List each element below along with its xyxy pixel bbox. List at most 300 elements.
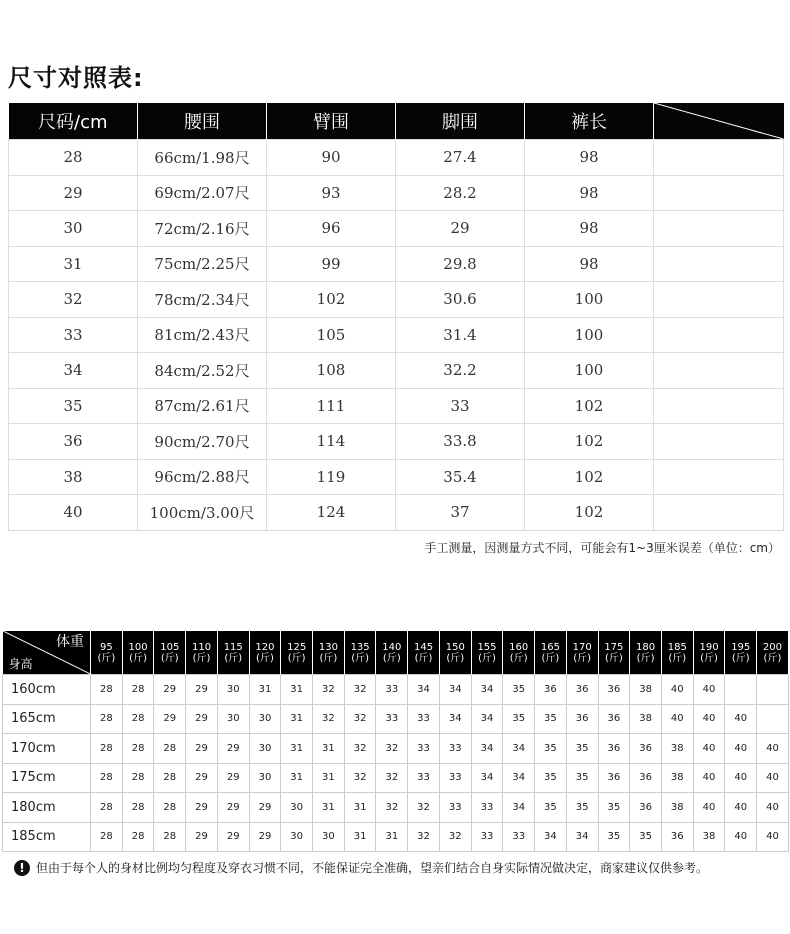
height-label: 165cm: [3, 704, 91, 734]
weight-unit: (斤): [129, 652, 147, 664]
recommended-size-cell: 31: [249, 675, 281, 705]
weight-table-header: [3, 631, 789, 675]
size-cell: 96cm/2.88尺: [138, 459, 267, 495]
height-row: [3, 675, 789, 705]
recommended-size-cell: 29: [186, 734, 218, 764]
recommended-size-cell: 40: [693, 675, 725, 705]
recommended-size-cell: 34: [503, 763, 535, 793]
recommended-size-cell: 32: [344, 763, 376, 793]
size-cell: 90: [267, 140, 396, 176]
weight-value: 100: [128, 641, 148, 653]
recommended-size-cell: 33: [376, 675, 408, 705]
weight-unit: (斤): [160, 652, 179, 664]
weight-header-cell: [757, 631, 789, 675]
recommended-size-cell: 40: [725, 793, 757, 823]
size-cell: 30.6: [396, 282, 525, 318]
recommended-size-cell: 28: [154, 763, 186, 793]
size-cell-blank: [654, 211, 784, 247]
recommended-size-cell: 28: [122, 763, 154, 793]
size-cell: 29: [9, 175, 138, 211]
recommended-size-cell: 36: [598, 734, 630, 764]
weight-unit: (斤): [192, 652, 211, 664]
height-row: [3, 763, 789, 793]
weight-header-cell: [693, 631, 725, 675]
size-cell: 98: [525, 211, 654, 247]
size-cell: 28: [9, 140, 138, 176]
size-row: [9, 353, 784, 389]
recommended-size-cell: 29: [186, 793, 218, 823]
recommended-size-cell: 30: [281, 822, 313, 852]
recommended-size-cell: 40: [757, 734, 789, 764]
corner-weight-label: 体重: [56, 634, 84, 650]
recommended-size-cell: 28: [91, 734, 123, 764]
recommended-size-cell: 40: [693, 704, 725, 734]
size-row: [9, 282, 784, 318]
size-cell-blank: [654, 495, 784, 531]
weight-header-cell: [535, 631, 567, 675]
recommended-size-cell: 34: [408, 675, 440, 705]
size-row: [9, 459, 784, 495]
recommended-size-cell: 32: [439, 822, 471, 852]
size-cell: 31.4: [396, 317, 525, 353]
size-cell: 37: [396, 495, 525, 531]
recommended-size-cell: 29: [154, 704, 186, 734]
height-label: 180cm: [3, 793, 91, 823]
recommended-size-cell: 34: [503, 793, 535, 823]
recommended-size-cell: 36: [630, 734, 662, 764]
weight-header-cell: [186, 631, 218, 675]
recommended-size-cell: 34: [471, 675, 503, 705]
recommended-size-cell: 31: [313, 793, 345, 823]
header-length: 裤长: [525, 103, 654, 140]
header-waist: 腰围: [138, 103, 267, 140]
recommended-size-cell: 36: [598, 763, 630, 793]
size-cell: 28.2: [396, 175, 525, 211]
weight-header-cell: [661, 631, 693, 675]
size-cell: 34: [9, 353, 138, 389]
recommended-size-cell: 40: [661, 675, 693, 705]
weight-header-cell: [503, 631, 535, 675]
recommended-size-cell: 32: [376, 763, 408, 793]
corner-height-label: 身高: [8, 657, 33, 671]
recommended-size-cell: 34: [471, 704, 503, 734]
recommended-size-cell: 35: [598, 822, 630, 852]
weight-unit: (斤): [351, 652, 370, 664]
size-cell-blank: [654, 140, 784, 176]
size-cell: 96: [267, 211, 396, 247]
weight-value: 160: [509, 641, 529, 653]
recommended-size-cell: 32: [313, 704, 345, 734]
size-chart-table: [8, 103, 784, 531]
weight-header-cell: [249, 631, 281, 675]
recommended-size-cell: 31: [281, 763, 313, 793]
weight-header-cell: [408, 631, 440, 675]
weight-value: 140: [382, 641, 402, 653]
size-cell: 124: [267, 495, 396, 531]
weight-value: 170: [572, 641, 592, 653]
recommended-size-cell: 29: [217, 793, 249, 823]
weight-value: 130: [318, 641, 338, 653]
size-row: [9, 246, 784, 282]
size-cell: 32.2: [396, 353, 525, 389]
size-cell: 33.8: [396, 424, 525, 460]
recommended-size-cell: 36: [661, 822, 693, 852]
recommended-size-cell: 32: [344, 704, 376, 734]
weight-value: 125: [287, 641, 307, 653]
recommended-size-cell: 33: [439, 793, 471, 823]
size-cell-blank: [654, 282, 784, 318]
disclaimer-text: 但由于每个人的身材比例均匀程度及穿衣习惯不同，不能保证完全准确，望亲们结合自身实际情况做决定，商家建议仅供参考。: [36, 861, 709, 875]
recommended-size-cell: 34: [471, 734, 503, 764]
recommended-size-cell: 36: [535, 675, 567, 705]
size-cell-blank: [654, 246, 784, 282]
recommended-size-cell: 32: [408, 822, 440, 852]
weight-header-cell: [566, 631, 598, 675]
recommended-size-cell: 31: [313, 734, 345, 764]
recommended-size-cell: 28: [91, 675, 123, 705]
page-title: 尺寸对照表:: [8, 64, 144, 92]
size-cell: 75cm/2.25尺: [138, 246, 267, 282]
recommended-size-cell: 33: [471, 793, 503, 823]
recommended-size-cell: 28: [122, 793, 154, 823]
height-label: 170cm: [3, 734, 91, 764]
size-cell: 99: [267, 246, 396, 282]
weight-value: 165: [540, 641, 560, 653]
recommended-size-cell: 29: [186, 675, 218, 705]
recommended-size-cell: 28: [91, 822, 123, 852]
size-cell: 27.4: [396, 140, 525, 176]
recommended-size-cell: 30: [249, 734, 281, 764]
size-row: [9, 388, 784, 424]
height-label: 160cm: [3, 675, 91, 705]
weight-unit: (斤): [573, 652, 592, 664]
size-cell-blank: [654, 317, 784, 353]
weight-unit: (斤): [763, 652, 782, 664]
recommended-size-cell: 38: [630, 704, 662, 734]
size-cell: 98: [525, 246, 654, 282]
size-cell: 90cm/2.70尺: [138, 424, 267, 460]
weight-header-cell: [630, 631, 662, 675]
size-cell: 84cm/2.52尺: [138, 353, 267, 389]
recommended-size-cell: 35: [535, 763, 567, 793]
recommended-size-cell: 28: [91, 793, 123, 823]
recommended-size-cell: 29: [249, 793, 281, 823]
recommended-size-cell: 30: [313, 822, 345, 852]
weight-unit: (斤): [97, 652, 116, 664]
size-row: [9, 175, 784, 211]
recommended-size-cell: 36: [566, 675, 598, 705]
recommended-size-cell: 31: [281, 704, 313, 734]
weight-unit: (斤): [731, 652, 750, 664]
recommended-size-cell: 32: [376, 734, 408, 764]
recommended-size-cell: 40: [693, 734, 725, 764]
recommended-size-cell: 40: [693, 793, 725, 823]
recommended-size-cell: 34: [566, 822, 598, 852]
measurement-note: 手工测量，因测量方式不同，可能会有1~3厘米误差（单位：cm）: [424, 541, 780, 555]
size-row: [9, 140, 784, 176]
recommended-size-cell: 36: [598, 675, 630, 705]
recommended-size-cell: 29: [154, 675, 186, 705]
weight-unit: (斤): [256, 652, 274, 664]
weight-value: 175: [604, 641, 624, 653]
recommended-size-cell: 32: [408, 793, 440, 823]
size-cell-blank: [654, 459, 784, 495]
recommended-size-cell: 38: [693, 822, 725, 852]
size-cell: 102: [525, 388, 654, 424]
weight-header-cell: [122, 631, 154, 675]
weight-value: 110: [191, 641, 212, 653]
size-cell: 98: [525, 175, 654, 211]
size-cell: 102: [525, 424, 654, 460]
recommended-size-cell: 28: [122, 704, 154, 734]
recommended-size-cell: 35: [503, 675, 535, 705]
disclaimer: [14, 859, 708, 876]
weight-unit: (斤): [319, 652, 338, 664]
weight-unit: (斤): [604, 652, 623, 664]
recommended-size-cell: 33: [471, 822, 503, 852]
size-cell-blank: [654, 353, 784, 389]
recommended-size-cell: 28: [91, 763, 123, 793]
recommended-size-cell: 35: [630, 822, 662, 852]
weight-header-cell: [598, 631, 630, 675]
recommended-size-cell: 29: [217, 763, 249, 793]
size-cell: 100: [525, 317, 654, 353]
size-row: [9, 495, 784, 531]
weight-unit: (斤): [446, 652, 465, 664]
recommended-size-cell: 34: [439, 704, 471, 734]
recommended-size-cell: 29: [186, 763, 218, 793]
recommended-size-cell: 38: [661, 793, 693, 823]
recommended-size-cell: 28: [122, 734, 154, 764]
size-cell-blank: [654, 388, 784, 424]
size-cell: 72cm/2.16尺: [138, 211, 267, 247]
weight-height-table: [2, 631, 789, 852]
recommended-size-cell: 33: [408, 763, 440, 793]
recommended-size-cell: 28: [154, 822, 186, 852]
recommended-size-cell: 32: [344, 734, 376, 764]
weight-unit: (斤): [224, 652, 243, 664]
header-leg-opening: 脚围: [396, 103, 525, 140]
exclamation-icon: !: [14, 860, 30, 876]
weight-unit: (斤): [509, 652, 528, 664]
weight-unit: (斤): [287, 652, 306, 664]
weight-value: 95: [99, 641, 113, 653]
weight-header-cell: [439, 631, 471, 675]
recommended-size-cell: 28: [154, 793, 186, 823]
recommended-size-cell: 30: [217, 704, 249, 734]
height-row: [3, 704, 789, 734]
recommended-size-cell: 30: [217, 675, 249, 705]
size-cell: 38: [9, 459, 138, 495]
recommended-size-cell: 40: [725, 822, 757, 852]
size-cell: 102: [525, 459, 654, 495]
recommended-size-cell: 33: [439, 734, 471, 764]
size-cell: 66cm/1.98尺: [138, 140, 267, 176]
size-cell: 98: [525, 140, 654, 176]
recommended-size-cell: 35: [535, 704, 567, 734]
size-cell: 111: [267, 388, 396, 424]
recommended-size-cell: 34: [439, 675, 471, 705]
recommended-size-cell: 29: [186, 704, 218, 734]
recommended-size-cell: 32: [313, 675, 345, 705]
weight-unit: (斤): [541, 652, 560, 664]
size-cell: 35: [9, 388, 138, 424]
size-cell: 40: [9, 495, 138, 531]
recommended-size-cell: 35: [503, 704, 535, 734]
recommended-size-cell: 33: [503, 822, 535, 852]
recommended-size-cell: 36: [598, 704, 630, 734]
weight-value: 120: [255, 641, 275, 653]
size-cell: 36: [9, 424, 138, 460]
recommended-size-cell: 31: [313, 763, 345, 793]
recommended-size-cell: 40: [725, 704, 757, 734]
recommended-size-cell: 40: [757, 822, 789, 852]
recommended-size-cell: 29: [249, 822, 281, 852]
size-cell: 32: [9, 282, 138, 318]
header-blank-diagonal: [654, 103, 784, 140]
size-cell: 81cm/2.43尺: [138, 317, 267, 353]
recommended-size-cell: 40: [757, 793, 789, 823]
size-cell: 30: [9, 211, 138, 247]
size-cell: 33: [9, 317, 138, 353]
recommended-size-cell: 29: [217, 822, 249, 852]
weight-header-cell: [376, 631, 408, 675]
recommended-size-cell: 33: [408, 734, 440, 764]
height-row: [3, 734, 789, 764]
size-cell: 102: [525, 495, 654, 531]
height-label: 185cm: [3, 822, 91, 852]
size-cell: 119: [267, 459, 396, 495]
recommended-size-cell: 35: [598, 793, 630, 823]
recommended-size-cell: 28: [91, 704, 123, 734]
recommended-size-cell: [725, 675, 757, 705]
recommended-size-cell: 34: [503, 734, 535, 764]
height-row: [3, 822, 789, 852]
recommended-size-cell: 29: [186, 822, 218, 852]
recommended-size-cell: 40: [661, 704, 693, 734]
weight-unit: (斤): [414, 652, 433, 664]
size-row: [9, 211, 784, 247]
size-cell: 29.8: [396, 246, 525, 282]
recommended-size-cell: 28: [122, 675, 154, 705]
weight-header-cell: [471, 631, 503, 675]
size-cell: 35.4: [396, 459, 525, 495]
recommended-size-cell: 35: [566, 793, 598, 823]
header-corner: [3, 631, 91, 675]
recommended-size-cell: 35: [535, 793, 567, 823]
recommended-size-cell: 38: [661, 734, 693, 764]
recommended-size-cell: 30: [281, 793, 313, 823]
recommended-size-cell: 35: [535, 734, 567, 764]
size-cell: 78cm/2.34尺: [138, 282, 267, 318]
recommended-size-cell: 36: [630, 793, 662, 823]
recommended-size-cell: 38: [661, 763, 693, 793]
recommended-size-cell: 40: [725, 763, 757, 793]
weight-value: 135: [350, 641, 370, 653]
weight-value: 195: [731, 641, 751, 653]
weight-value: 180: [636, 641, 656, 653]
size-table-header: [9, 103, 784, 140]
size-cell: 33: [396, 388, 525, 424]
recommended-size-cell: 38: [630, 675, 662, 705]
recommended-size-cell: 31: [376, 822, 408, 852]
recommended-size-cell: 33: [376, 704, 408, 734]
height-row: [3, 793, 789, 823]
weight-header-cell: [313, 631, 345, 675]
recommended-size-cell: 34: [471, 763, 503, 793]
recommended-size-cell: 36: [566, 704, 598, 734]
weight-value: 150: [445, 641, 465, 653]
recommended-size-cell: 31: [281, 675, 313, 705]
weight-value: 190: [699, 641, 719, 653]
weight-value: 115: [223, 641, 243, 653]
recommended-size-cell: 32: [376, 793, 408, 823]
recommended-size-cell: 35: [566, 763, 598, 793]
recommended-size-cell: 31: [344, 793, 376, 823]
size-cell: 69cm/2.07尺: [138, 175, 267, 211]
recommended-size-cell: 28: [154, 734, 186, 764]
recommended-size-cell: 31: [344, 822, 376, 852]
weight-unit: (斤): [382, 652, 401, 664]
weight-value: 155: [477, 641, 497, 653]
weight-header-cell: [344, 631, 376, 675]
weight-header-cell: [91, 631, 123, 675]
recommended-size-cell: 29: [217, 734, 249, 764]
size-cell: 100: [525, 282, 654, 318]
size-cell-blank: [654, 175, 784, 211]
size-cell: 31: [9, 246, 138, 282]
size-cell: 100cm/3.00尺: [138, 495, 267, 531]
weight-value: 185: [667, 641, 687, 653]
recommended-size-cell: 34: [535, 822, 567, 852]
size-cell: 87cm/2.61尺: [138, 388, 267, 424]
header-arm: 臂围: [267, 103, 396, 140]
size-cell-blank: [654, 424, 784, 460]
recommended-size-cell: 30: [249, 704, 281, 734]
weight-unit: (斤): [668, 652, 687, 664]
weight-value: 105: [160, 641, 180, 653]
recommended-size-cell: 40: [693, 763, 725, 793]
weight-value: 145: [414, 641, 434, 653]
recommended-size-cell: 36: [630, 763, 662, 793]
weight-unit: (斤): [700, 652, 718, 664]
recommended-size-cell: 40: [757, 763, 789, 793]
size-cell: 100: [525, 353, 654, 389]
recommended-size-cell: 40: [725, 734, 757, 764]
weight-unit: (斤): [636, 652, 655, 664]
weight-header-cell: [217, 631, 249, 675]
size-cell: 29: [396, 211, 525, 247]
recommended-size-cell: [757, 704, 789, 734]
recommended-size-cell: 28: [122, 822, 154, 852]
recommended-size-cell: 30: [249, 763, 281, 793]
size-cell: 105: [267, 317, 396, 353]
recommended-size-cell: 35: [566, 734, 598, 764]
size-cell: 108: [267, 353, 396, 389]
header-size: 尺码/cm: [9, 103, 138, 140]
size-row: [9, 424, 784, 460]
recommended-size-cell: 32: [344, 675, 376, 705]
recommended-size-cell: 33: [439, 763, 471, 793]
size-row: [9, 317, 784, 353]
size-cell: 114: [267, 424, 396, 460]
recommended-size-cell: [757, 675, 789, 705]
recommended-size-cell: 31: [281, 734, 313, 764]
size-cell: 93: [267, 175, 396, 211]
weight-header-cell: [154, 631, 186, 675]
size-cell: 102: [267, 282, 396, 318]
weight-header-cell: [725, 631, 757, 675]
